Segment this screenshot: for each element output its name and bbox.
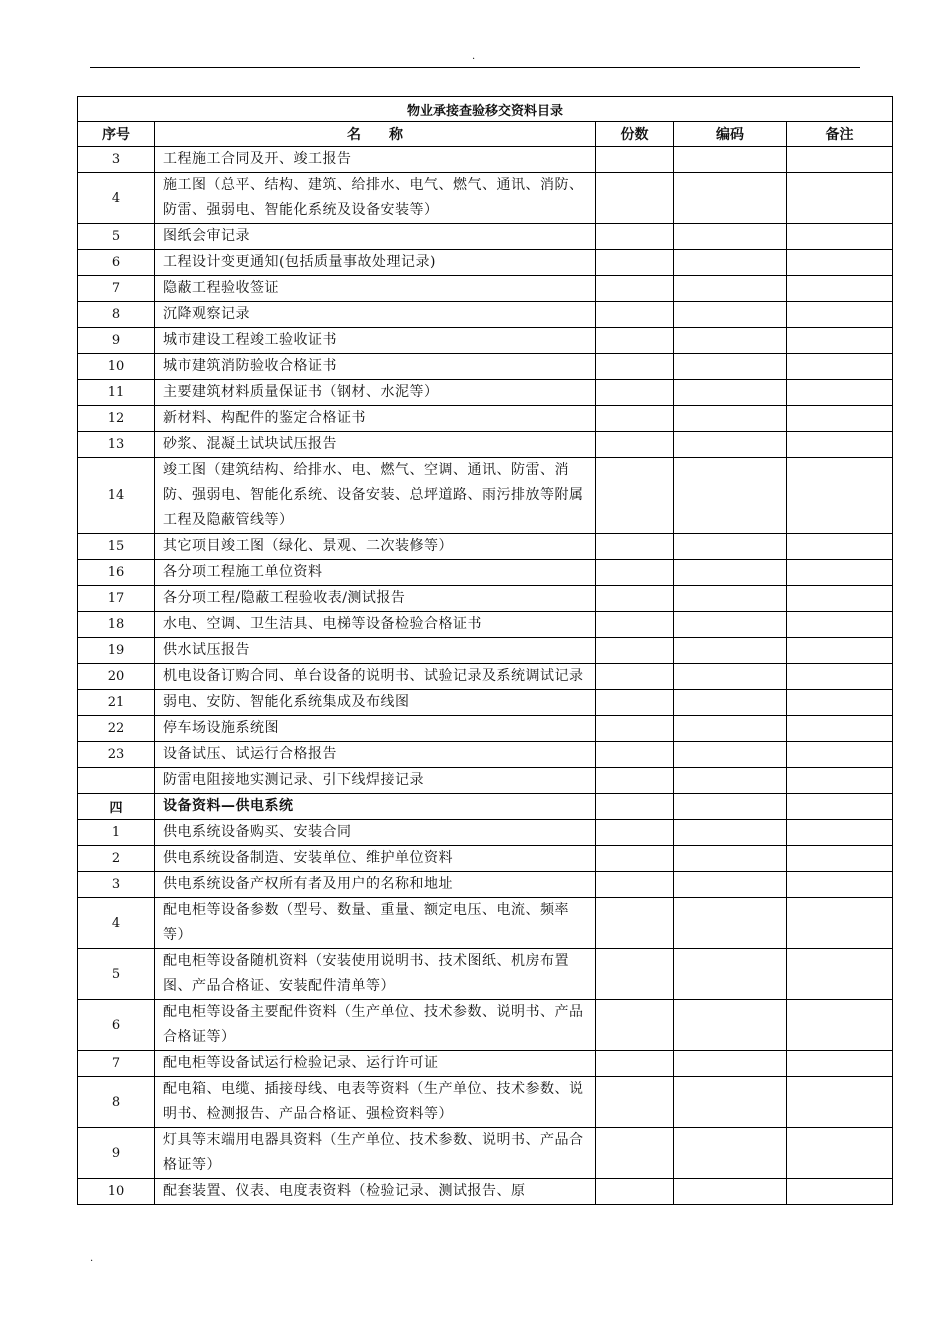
row-code [674,328,787,354]
row-code [674,612,787,638]
row-remark [787,406,893,432]
row-code [674,302,787,328]
row-code [674,224,787,250]
table-row [78,1179,893,1205]
row-remark [787,302,893,328]
row-copies [596,664,674,690]
row-code [674,638,787,664]
row-copies [596,612,674,638]
row-copies [596,302,674,328]
row-name: 配电柜等设备主要配件资料（生产单位、技术参数、说明书、产品合格证等） [155,1000,596,1051]
row-name: 供电系统设备制造、安装单位、维护单位资料 [155,846,596,872]
row-copies [596,949,674,1000]
row-code [674,1000,787,1051]
table-row [78,328,893,354]
row-number: 6 [78,1000,155,1051]
row-number: 16 [78,560,155,586]
row-number: 5 [78,949,155,1000]
row-remark [787,612,893,638]
row-remark [787,147,893,173]
row-remark [787,768,893,794]
row-code [674,846,787,872]
row-name: 隐蔽工程验收签证 [155,276,596,302]
row-name: 主要建筑材料质量保证书（钢材、水泥等） [155,380,596,406]
row-name: 竣工图（建筑结构、给排水、电、燃气、空调、通讯、防雷、消防、强弱电、智能化系统、设备安装、总坪道路、雨污排放等附属工程及隐蔽管线等） [155,458,596,534]
row-copies [596,794,674,820]
header-mark: . [472,51,476,62]
row-remark [787,664,893,690]
table-row [78,1000,893,1051]
table-row [78,250,893,276]
row-copies [596,432,674,458]
row-copies [596,534,674,560]
row-number: 21 [78,690,155,716]
column-header-remark: 备注 [787,122,893,147]
row-name: 设备试压、试运行合格报告 [155,742,596,768]
table-row [78,276,893,302]
row-remark [787,716,893,742]
footer-mark: . [90,1253,94,1264]
table-row [78,612,893,638]
row-code [674,742,787,768]
row-code [674,872,787,898]
row-name: 灯具等末端用电器具资料（生产单位、技术参数、说明书、产品合格证等） [155,1128,596,1179]
row-name: 其它项目竣工图（绿化、景观、二次装修等） [155,534,596,560]
row-number: 1 [78,820,155,846]
row-code [674,794,787,820]
row-code [674,586,787,612]
row-code [674,173,787,224]
row-name: 工程施工合同及开、竣工报告 [155,147,596,173]
row-copies [596,716,674,742]
row-code [674,1051,787,1077]
row-remark [787,224,893,250]
row-name: 配电箱、电缆、插接母线、电表等资料（生产单位、技术参数、说明书、检测报告、产品合格证、强检资料等） [155,1077,596,1128]
row-number: 22 [78,716,155,742]
row-name: 各分项工程/隐蔽工程验收表/测试报告 [155,586,596,612]
row-number: 17 [78,586,155,612]
row-remark [787,638,893,664]
row-number: 20 [78,664,155,690]
row-code [674,250,787,276]
row-code [674,820,787,846]
table-row [78,534,893,560]
row-code [674,354,787,380]
row-number: 4 [78,173,155,224]
row-number: 10 [78,354,155,380]
row-number: 18 [78,612,155,638]
row-number [78,768,155,794]
table-row [78,224,893,250]
row-name: 施工图（总平、结构、建筑、给排水、电气、燃气、通讯、消防、防雷、强弱电、智能化系统及设备安装等） [155,173,596,224]
row-code [674,432,787,458]
row-number: 11 [78,380,155,406]
row-copies [596,1051,674,1077]
row-number: 3 [78,147,155,173]
table-row [78,586,893,612]
row-remark [787,173,893,224]
table-row [78,406,893,432]
row-number: 8 [78,302,155,328]
table-row [78,664,893,690]
section-row [78,794,893,820]
row-remark [787,328,893,354]
row-number: 4 [78,898,155,949]
row-copies [596,898,674,949]
row-copies [596,380,674,406]
row-number: 12 [78,406,155,432]
row-number: 7 [78,276,155,302]
row-name: 机电设备订购合同、单台设备的说明书、试验记录及系统调试记录 [155,664,596,690]
table-row [78,846,893,872]
row-code [674,276,787,302]
row-copies [596,147,674,173]
table-row [78,302,893,328]
row-code [674,458,787,534]
table-row [78,560,893,586]
row-copies [596,638,674,664]
row-copies [596,768,674,794]
column-header-copies: 份数 [596,122,674,147]
row-name: 砂浆、混凝土试块试压报告 [155,432,596,458]
row-remark [787,458,893,534]
row-copies [596,276,674,302]
row-remark [787,1077,893,1128]
row-remark [787,820,893,846]
row-name: 配套装置、仪表、电度表资料（检验记录、测试报告、原 [155,1179,596,1205]
row-remark [787,690,893,716]
row-number: 四 [78,794,155,820]
table-row [78,898,893,949]
table-row [78,638,893,664]
row-copies [596,1000,674,1051]
row-code [674,1128,787,1179]
row-name: 城市建设工程竣工验收证书 [155,328,596,354]
table-row [78,716,893,742]
row-code [674,1077,787,1128]
row-remark [787,586,893,612]
row-code [674,949,787,1000]
row-name: 水电、空调、卫生洁具、电梯等设备检验合格证书 [155,612,596,638]
row-name: 沉降观察记录 [155,302,596,328]
row-remark [787,1179,893,1205]
table-row [78,380,893,406]
row-name: 新材料、构配件的鉴定合格证书 [155,406,596,432]
row-number: 10 [78,1179,155,1205]
row-number: 2 [78,846,155,872]
row-copies [596,690,674,716]
row-copies [596,560,674,586]
table-row [78,1051,893,1077]
table-row [78,742,893,768]
row-code [674,690,787,716]
row-name: 供电系统设备产权所有者及用户的名称和地址 [155,872,596,898]
row-remark [787,898,893,949]
row-copies [596,328,674,354]
row-copies [596,586,674,612]
table-title: 物业承接查验移交资料目录 [78,97,893,122]
row-copies [596,354,674,380]
row-code [674,898,787,949]
row-number: 23 [78,742,155,768]
row-name: 各分项工程施工单位资料 [155,560,596,586]
row-code [674,406,787,432]
row-code [674,534,787,560]
row-copies [596,250,674,276]
row-name: 停车场设施系统图 [155,716,596,742]
row-code [674,380,787,406]
row-remark [787,1128,893,1179]
row-name: 设备资料—供电系统 [155,794,596,820]
column-header-code: 编码 [674,122,787,147]
row-name: 配电柜等设备随机资料（安装使用说明书、技术图纸、机房布置图、产品合格证、安装配件清单等） [155,949,596,1000]
row-remark [787,276,893,302]
table-row [78,820,893,846]
table-row [78,690,893,716]
row-name: 弱电、安防、智能化系统集成及布线图 [155,690,596,716]
row-remark [787,846,893,872]
row-remark [787,560,893,586]
table-row [78,768,893,794]
table-row [78,432,893,458]
row-number: 9 [78,1128,155,1179]
row-copies [596,1077,674,1128]
row-code [674,768,787,794]
row-code [674,664,787,690]
row-name: 图纸会审记录 [155,224,596,250]
row-number: 19 [78,638,155,664]
row-copies [596,846,674,872]
row-remark [787,432,893,458]
row-name: 供电系统设备购买、安装合同 [155,820,596,846]
row-remark [787,250,893,276]
row-remark [787,794,893,820]
row-copies [596,458,674,534]
row-copies [596,872,674,898]
row-code [674,716,787,742]
row-number: 5 [78,224,155,250]
row-name: 配电柜等设备参数（型号、数量、重量、额定电压、电流、频率等） [155,898,596,949]
row-number: 7 [78,1051,155,1077]
table-row [78,949,893,1000]
table-row [78,173,893,224]
row-copies [596,1179,674,1205]
row-remark [787,949,893,1000]
row-copies [596,173,674,224]
row-remark [787,1000,893,1051]
table-body [78,147,893,1205]
row-number: 15 [78,534,155,560]
row-copies [596,406,674,432]
table-row [78,872,893,898]
row-remark [787,1051,893,1077]
row-copies [596,224,674,250]
table-row [78,354,893,380]
row-number: 8 [78,1077,155,1128]
catalog-table [77,96,893,1205]
row-name: 工程设计变更通知(包括质量事故处理记录) [155,250,596,276]
row-copies [596,1128,674,1179]
row-name: 城市建筑消防验收合格证书 [155,354,596,380]
table-row [78,458,893,534]
column-header-no: 序号 [78,122,155,147]
row-remark [787,380,893,406]
row-copies [596,742,674,768]
row-number: 13 [78,432,155,458]
row-name: 供水试压报告 [155,638,596,664]
row-remark [787,872,893,898]
row-remark [787,742,893,768]
header-rule [90,67,860,68]
row-name: 配电柜等设备试运行检验记录、运行许可证 [155,1051,596,1077]
row-number: 3 [78,872,155,898]
row-remark [787,534,893,560]
column-header-name: 名 称 [155,122,596,147]
table-row [78,1077,893,1128]
row-number: 6 [78,250,155,276]
row-code [674,147,787,173]
table-row [78,1128,893,1179]
row-copies [596,820,674,846]
row-number: 14 [78,458,155,534]
row-number: 9 [78,328,155,354]
row-code [674,560,787,586]
row-name: 防雷电阻接地实测记录、引下线焊接记录 [155,768,596,794]
row-code [674,1179,787,1205]
table-row [78,147,893,173]
row-remark [787,354,893,380]
